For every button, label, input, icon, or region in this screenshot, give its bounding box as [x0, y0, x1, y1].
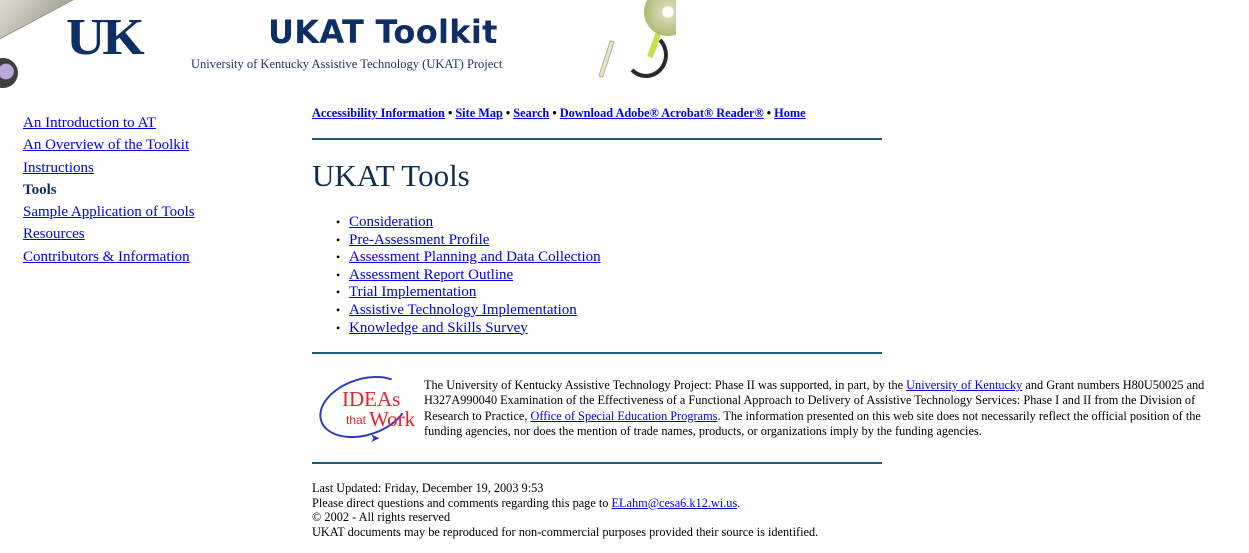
logo-text-ideas: IDEAs: [342, 387, 401, 411]
bullet-icon: •: [336, 215, 341, 229]
separator: •: [447, 106, 456, 120]
tool-link-pre-assessment[interactable]: Pre-Assessment Profile: [349, 231, 490, 248]
divider: [312, 138, 882, 140]
list-item: [336, 214, 601, 232]
separator: •: [505, 106, 514, 120]
sidebar-item-introduction[interactable]: An Introduction to AT: [23, 115, 156, 131]
site-subtitle: University of Kentucky Assistive Technology (UKAT) Project: [191, 57, 503, 71]
download-acrobat-link[interactable]: Download Adobe® Acrobat® Reader®: [559, 106, 764, 120]
divider: [312, 462, 882, 464]
list-item: [336, 320, 601, 338]
search-link[interactable]: Search: [513, 106, 550, 120]
site-map-link[interactable]: Site Map: [455, 106, 503, 120]
webcam-image: [0, 58, 18, 88]
bullet-icon: •: [336, 250, 341, 265]
tool-link-consideration[interactable]: Consideration: [349, 214, 434, 230]
credit-text-part: The University of Kentucky Assistive Technology Project: Phase II was supported, in part, by the: [424, 378, 907, 392]
tool-link-trial-implementation[interactable]: Trial Implementation: [349, 284, 477, 301]
separator: •: [552, 106, 560, 120]
divider: [312, 352, 882, 354]
uk-logo: UK: [66, 9, 142, 66]
bullet-icon: •: [336, 285, 341, 300]
sidebar-nav: [23, 112, 195, 268]
page-title: UKAT Tools: [312, 158, 470, 193]
sidebar-item-tools-current: Tools: [23, 181, 57, 198]
home-link[interactable]: Home: [774, 106, 806, 120]
reproduction-notice: UKAT documents may be reproduced for non-commercial purposes provided their source is identified.: [312, 524, 819, 539]
contact-email-link[interactable]: ELahm@cesa6.k12.wi.us: [611, 495, 738, 510]
credit-text-part: and Grant numbers H80U50025 and H327A990040 Examination of the Effectiveness of a Functional Approach to Delivery of Assistive Technology Services: Phase I and II from the Division of Research to Practice,: [424, 378, 1205, 423]
main-content: [312, 106, 882, 121]
osep-link[interactable]: Office of Special Education Programs: [530, 408, 718, 423]
university-of-kentucky-link[interactable]: University of Kentucky: [906, 378, 1023, 392]
contact-suffix: .: [737, 495, 741, 510]
site-title: UKAT Toolkit: [268, 13, 498, 51]
bullet-icon: •: [336, 320, 341, 335]
tool-link-assessment-planning[interactable]: Assessment Planning and Data Collection: [349, 249, 601, 266]
cd-image: [644, 0, 676, 36]
contact-prefix: Please direct questions and comments regarding this page to: [312, 495, 612, 510]
utility-nav: [312, 106, 882, 121]
logo-text-that: that: [346, 413, 367, 427]
tool-link-assessment-report[interactable]: Assessment Report Outline: [349, 266, 514, 283]
logo-text-work: Work: [369, 407, 416, 431]
list-item: [336, 249, 601, 267]
list-item: [336, 284, 601, 302]
bullet-icon: •: [336, 267, 341, 282]
footer: [312, 481, 818, 539]
header-banner: [0, 0, 676, 92]
contact-line: [312, 496, 818, 511]
accessibility-link[interactable]: Accessibility Information: [312, 106, 445, 120]
sidebar-item-resources[interactable]: Resources: [23, 226, 85, 243]
credit-text: [424, 378, 1224, 440]
sidebar-item-contributors[interactable]: Contributors & Information: [23, 248, 190, 265]
bullet-icon: •: [336, 232, 341, 247]
ideas-that-work-logo: [316, 374, 416, 445]
headset-image: [624, 32, 668, 78]
tool-link-skills-survey[interactable]: Knowledge and Skills Survey: [349, 319, 528, 336]
copyright: © 2002 - All rights reserved: [312, 510, 451, 524]
sidebar-item-overview[interactable]: An Overview of the Toolkit: [23, 137, 190, 154]
list-item: [336, 232, 601, 250]
stylus-image: [598, 40, 614, 78]
bullet-icon: •: [336, 302, 341, 317]
last-updated: Last Updated: Friday, December 19, 2003 9:53: [312, 481, 544, 495]
arrow-icon: ➤: [370, 431, 381, 445]
credit-text-part: . The information presented on this web site does not necessarily reflect the official position of the funding agencies, nor does the mention of trade names, products, or organizations imply by the funding agencies.: [424, 408, 1201, 439]
sidebar-item-instructions[interactable]: Instructions: [23, 159, 94, 176]
tool-link-at-implementation[interactable]: Assistive Technology Implementation: [349, 301, 577, 318]
list-item: [336, 302, 601, 320]
separator: •: [766, 106, 775, 120]
tools-list: [336, 214, 601, 337]
list-item: [336, 267, 601, 285]
sidebar-item-sample-application[interactable]: Sample Application of Tools: [23, 204, 195, 221]
